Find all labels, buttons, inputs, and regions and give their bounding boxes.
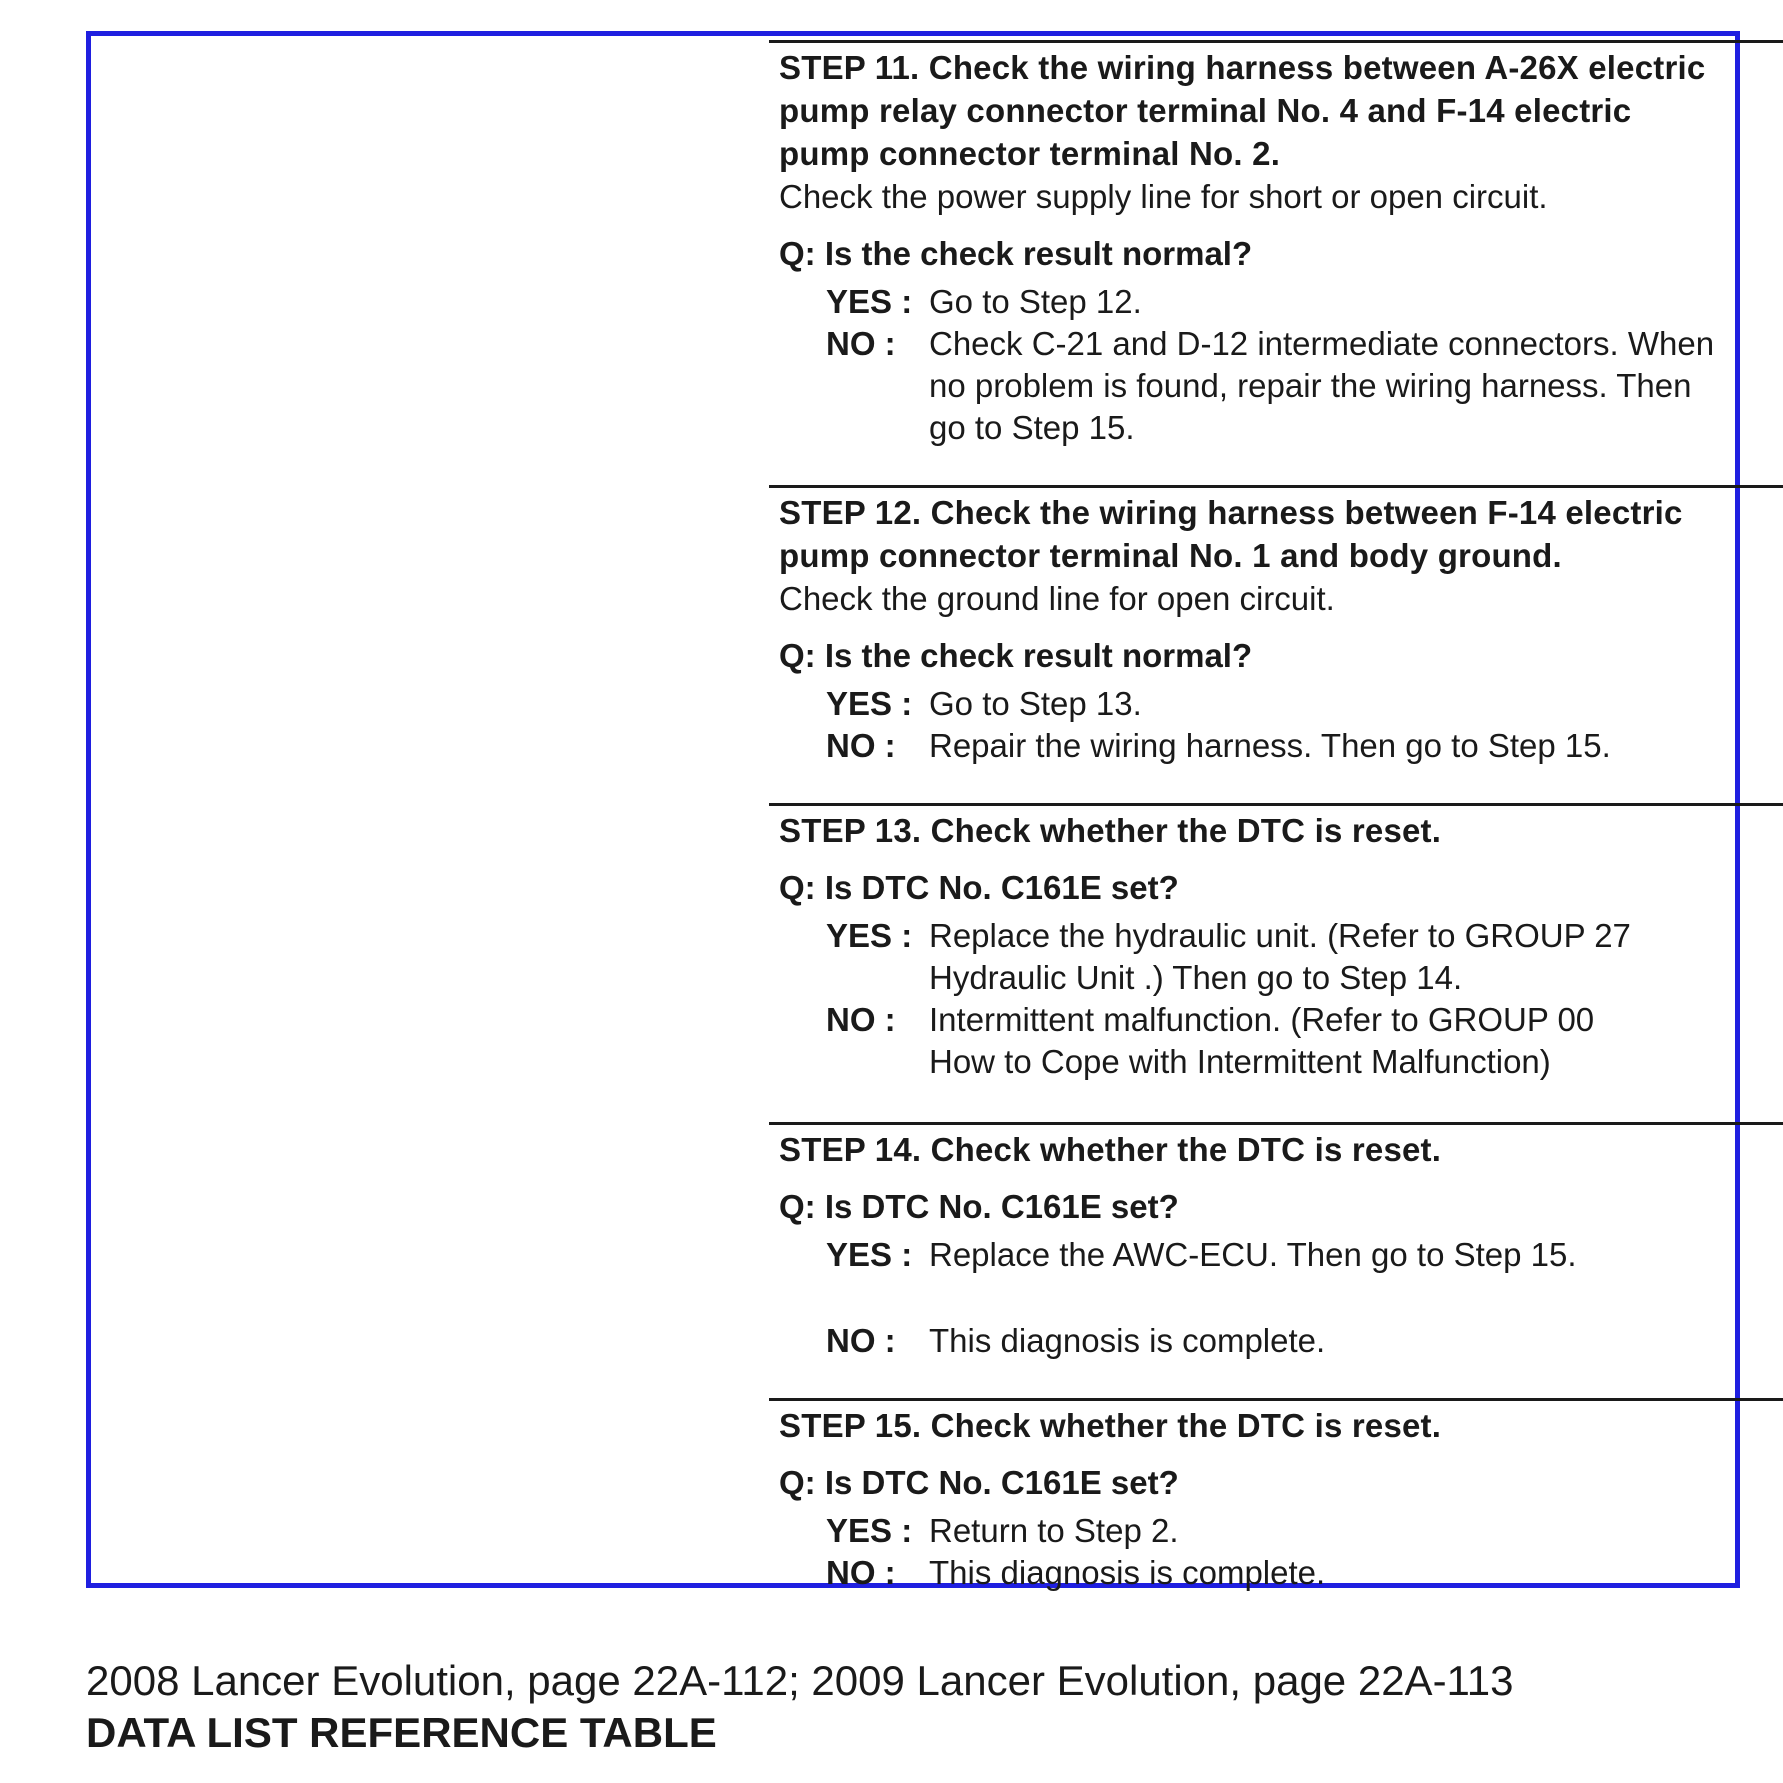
yes-text: Go to Step 13. (929, 685, 1142, 722)
yes-label: YES : (826, 685, 913, 722)
heading-line: STEP 14. Check whether the DTC is reset. (779, 1131, 1442, 1168)
yes-answer (779, 1234, 1783, 1276)
step-heading (779, 809, 1783, 852)
section-divider (769, 1122, 1783, 1125)
yes-text: Replace the hydraulic unit. (Refer to GROUP 27 (929, 917, 1631, 954)
heading-line: pump connector terminal No. 2. (779, 135, 1281, 172)
section-divider (769, 803, 1783, 806)
yes-text: Hydraulic Unit .) Then go to Step 14. (929, 959, 1463, 996)
no-text: Check C-21 and D-12 intermediate connectors. When (929, 325, 1715, 362)
no-label: NO : (826, 727, 896, 764)
yes-label: YES : (826, 1236, 913, 1273)
yes-label: YES : (826, 283, 913, 320)
no-text: go to Step 15. (929, 409, 1135, 446)
no-answer (779, 725, 1783, 767)
yes-answer (779, 915, 1783, 999)
step-question: Q: Is DTC No. C161E set? (779, 869, 1179, 906)
yes-text: Go to Step 12. (929, 283, 1142, 320)
step-question: Q: Is the check result normal? (779, 637, 1253, 674)
yes-text: Return to Step 2. (929, 1512, 1179, 1549)
heading-line: pump connector terminal No. 1 and body ground. (779, 537, 1562, 574)
yes-text: Replace the AWC-ECU. Then go to Step 15. (929, 1236, 1577, 1273)
no-answer (779, 999, 1783, 1083)
step-heading (779, 46, 1783, 175)
no-answer (779, 1320, 1783, 1362)
step-question: Q: Is DTC No. C161E set? (779, 1188, 1179, 1225)
step-question: Q: Is DTC No. C161E set? (779, 1464, 1179, 1501)
step-14 (779, 1128, 1783, 1362)
yes-label: YES : (826, 917, 913, 954)
heading-line: STEP 12. Check the wiring harness between F-14 electric (779, 494, 1683, 531)
no-answer (779, 323, 1783, 449)
step-heading (779, 1128, 1783, 1171)
no-label: NO : (826, 1554, 896, 1591)
step-13 (779, 809, 1783, 1083)
section-divider (769, 485, 1783, 488)
no-text: Repair the wiring harness. Then go to Step 15. (929, 727, 1611, 764)
document-frame (86, 31, 1740, 1591)
no-text: Intermittent malfunction. (Refer to GROUP 00 (929, 1001, 1595, 1038)
no-text: This diagnosis is complete. (929, 1554, 1326, 1591)
yes-answer (779, 281, 1783, 323)
step-heading (779, 491, 1783, 577)
section-divider (769, 1398, 1783, 1401)
page-footer (86, 1655, 1514, 1759)
yes-answer (779, 1510, 1783, 1552)
section-divider (769, 40, 1783, 43)
heading-line: pump relay connector terminal No. 4 and F-14 electric (779, 92, 1632, 129)
no-answer (779, 1552, 1783, 1594)
section-title: DATA LIST REFERENCE TABLE (86, 1709, 717, 1756)
no-text: no problem is found, repair the wiring harness. Then (929, 367, 1692, 404)
step-12 (779, 491, 1783, 767)
no-label: NO : (826, 1322, 896, 1359)
step-instruction: Check the power supply line for short or open circuit. (779, 178, 1548, 215)
step-question: Q: Is the check result normal? (779, 235, 1253, 272)
step-15 (779, 1404, 1783, 1594)
heading-line: STEP 15. Check whether the DTC is reset. (779, 1407, 1442, 1444)
step-11 (779, 46, 1783, 449)
yes-label: YES : (826, 1512, 913, 1549)
heading-line: STEP 13. Check whether the DTC is reset. (779, 812, 1442, 849)
no-label: NO : (826, 325, 896, 362)
no-text: This diagnosis is complete. (929, 1322, 1326, 1359)
no-label: NO : (826, 1001, 896, 1038)
heading-line: STEP 11. Check the wiring harness between A-26X electric (779, 49, 1706, 86)
step-instruction: Check the ground line for open circuit. (779, 580, 1335, 617)
yes-answer (779, 683, 1783, 725)
step-heading (779, 1404, 1783, 1447)
source-reference: 2008 Lancer Evolution, page 22A-112; 2009 Lancer Evolution, page 22A-113 (86, 1657, 1514, 1704)
no-text: How to Cope with Intermittent Malfunction) (929, 1043, 1551, 1080)
